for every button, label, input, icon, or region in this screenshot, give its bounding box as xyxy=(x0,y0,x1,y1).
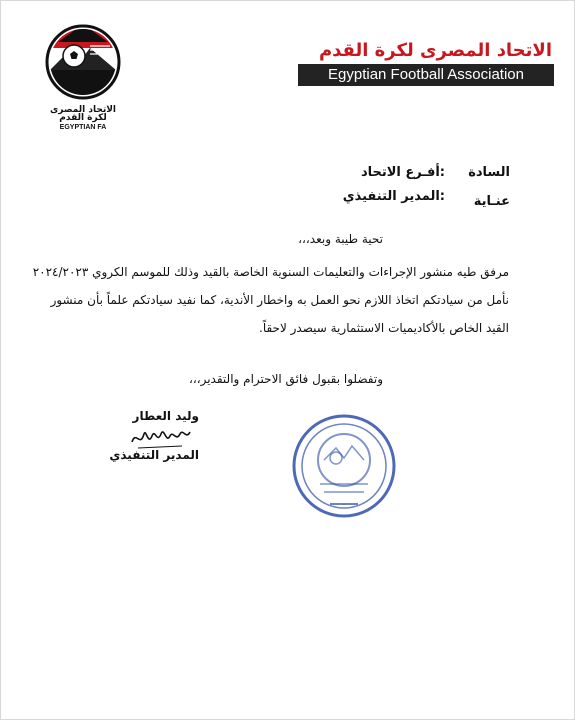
recipient-value: :أفـرع الاتحاد xyxy=(360,165,445,180)
efa-logo xyxy=(38,20,128,130)
logo-text-ar-2: لكرة القدم xyxy=(59,113,107,123)
logo-text-en: EGYPTIAN FA xyxy=(59,124,107,130)
attention-value: :المدير التنفيذي xyxy=(342,189,445,204)
association-title-bar xyxy=(298,64,554,86)
association-title-english: Egyptian Football Association xyxy=(328,66,524,83)
signatory-name: وليد العطار xyxy=(132,409,199,423)
greeting: تحية طيبة وبعد،،، xyxy=(298,232,383,246)
recipient-label: السادة xyxy=(468,165,510,180)
efa-logo-graphic xyxy=(38,20,128,130)
signatory-title: المدير التنفيذي xyxy=(109,448,199,462)
official-stamp xyxy=(290,412,398,520)
body-line-2: نأمل من سيادتكم اتخاذ اللازم نحو العمل به واخطار الأندية، كما نفيد سيادتكم علماً بأن منشور xyxy=(50,293,509,307)
association-title-arabic: الاتحاد المصرى لكرة القدم xyxy=(318,40,552,61)
logo-text-ar-1: الاتحاد المصرى xyxy=(50,105,116,115)
body-line-3: القيد الخاص بالأكاديميات الاستثمارية سيصدر لاحقاً. xyxy=(259,321,509,335)
closing-line: وتفضلوا بقبول فائق الاحترام والتقدير،،، xyxy=(188,372,383,386)
body-line-1: مرفق طيه منشور الإجراءات والتعليمات السنوية الخاصة بالقيد وذلك للموسم الكروي ٢٠٢٤/٢٠٢٣ xyxy=(32,265,509,279)
attention-label: عنـاية xyxy=(473,194,510,209)
